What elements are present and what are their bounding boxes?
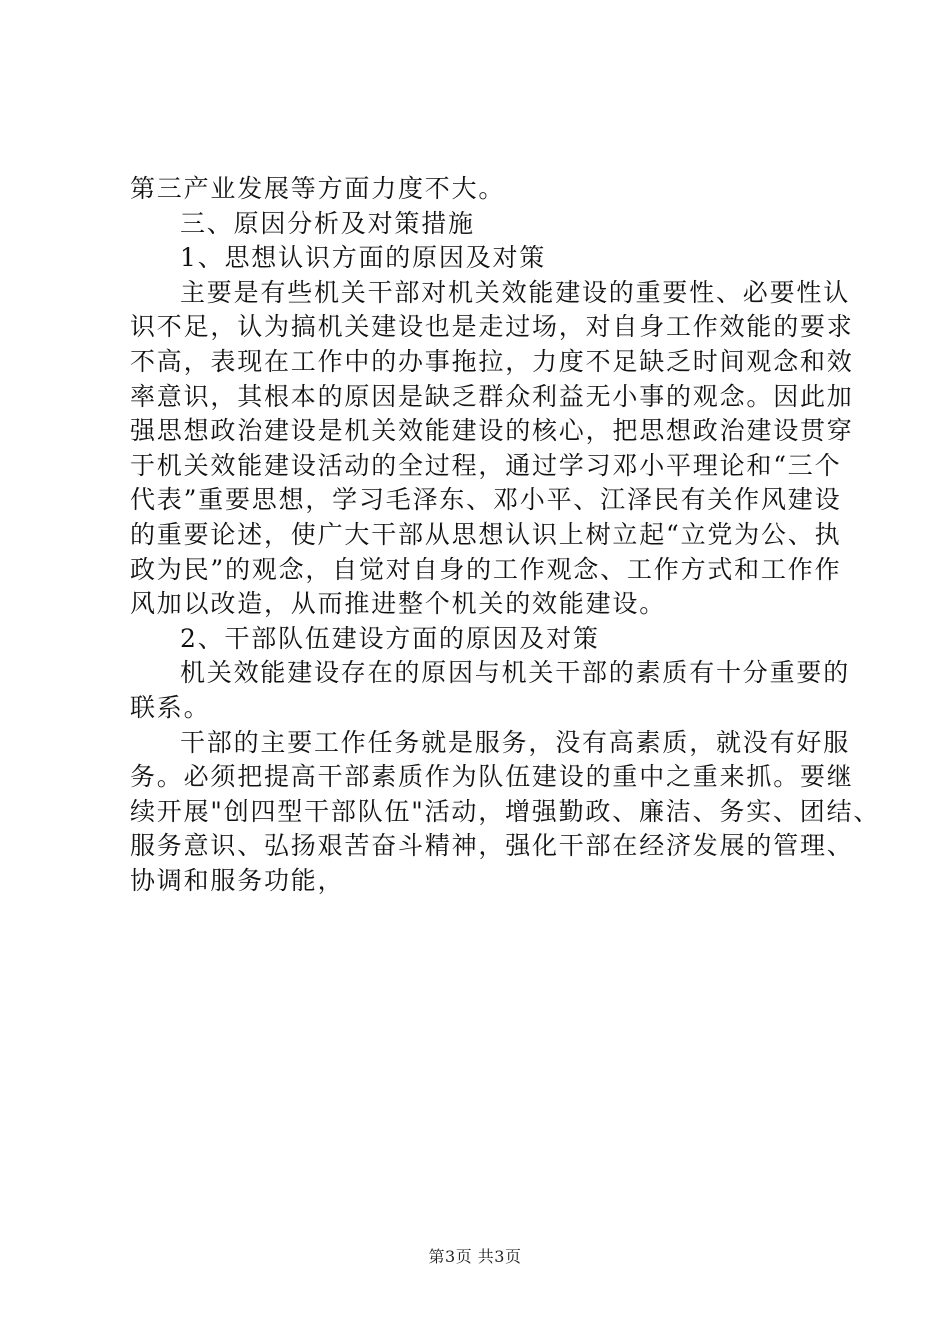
text-line: 政为民”的观念，自觉对自身的工作观念、工作方式和工作作 — [130, 554, 842, 584]
text-line: 第三产业发展等方面力度不大。 — [130, 174, 506, 203]
text-line: 风加以改造，从而推进整个机关的效能建设。 — [130, 589, 667, 619]
text-line: 强思想政治建设是机关效能建设的核心，把思想政治建设贯穿 — [130, 416, 854, 446]
page-number-footer: 第3页 共3页 — [428, 1247, 522, 1266]
text-line: 的重要论述，使广大干部从思想认识上树立起“立党为公、执 — [130, 519, 842, 549]
text-line: 识不足，认为搞机关建设也是走过场，对自身工作效能的要求 — [130, 312, 854, 342]
subsection-heading: 1、思想认识方面的原因及对策 — [180, 243, 547, 273]
document-body — [130, 172, 881, 898]
text-line: 服务意识、弘扬艰苦奋斗精神，强化干部在经济发展的管理、 — [130, 831, 854, 861]
text-line: 不高，表现在工作中的办事拖拉，力度不足缺乏时间观念和效 — [130, 346, 854, 376]
section-heading: 三、原因分析及对策措施 — [180, 208, 475, 238]
text-line: 代表”重要思想，学习毛泽东、邓小平、江泽民有关作风建设 — [130, 485, 842, 515]
text-line: 协调和服务功能， — [130, 865, 345, 895]
paragraph-first-line: 干部的主要工作任务就是服务，没有高素质，就没有好服 — [180, 727, 851, 757]
text-line: 务。必须把提高干部素质作为队伍建设的重中之重来抓。要继 — [130, 762, 854, 792]
text-line: 联系。 — [130, 692, 211, 722]
text-line: 率意识，其根本的原因是缺乏群众利益无小事的观念。因此加 — [130, 381, 854, 411]
text-line: 于机关效能建设活动的全过程，通过学习邓小平理论和“三个 — [130, 450, 842, 480]
subsection-heading: 2、干部队伍建设方面的原因及对策 — [180, 623, 600, 653]
paragraph-first-line: 机关效能建设存在的原因与机关干部的素质有十分重要的 — [180, 658, 851, 688]
text-line: 续开展"创四型干部队伍"活动，增强勤政、廉洁、务实、团结、 — [130, 796, 881, 826]
paragraph-first-line: 主要是有些机关干部对机关效能建设的重要性、必要性认 — [180, 277, 851, 307]
